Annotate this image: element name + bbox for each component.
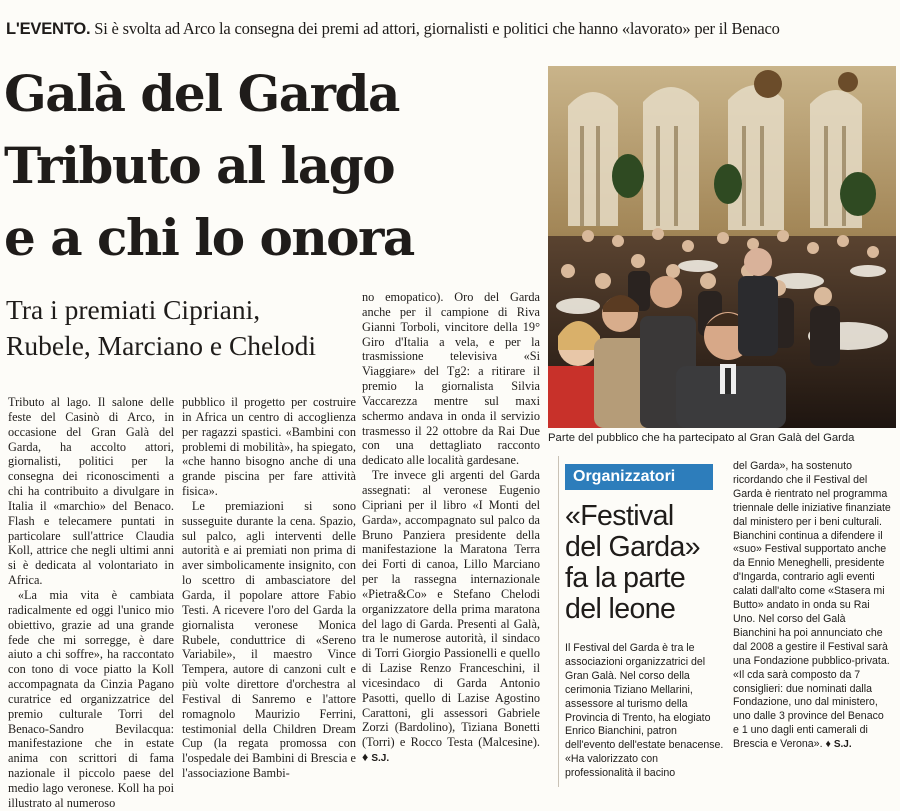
- headline-line: e a chi lo onora: [4, 208, 414, 267]
- article-paragraph-text: Tre invece gli argenti del Garda assegnati: al veronese Eugenio Cipriani per il libro «I Monti del Garda», accompagnato sul palco da Bruno Panziera presidente della manifestazione la Maratona Terra dei Forti di canoa, Lillo Marciano per la rassegna internazionale «Pietra&Co» e Stefano Chelodi organizzatore della prima maratona del lago di Garda. Presenti al Galà, tra le numerose autorità, il sindaco di Torri Giorgio Passionelli e quello di Lazise Renzo Franceschini, il vicesindaco di Garda Antonio Pasotti, quello di Lazise Agostino Carattoni, gli assessori Gabriele Zorzi (Bardolino), Tiziana Bonetti (Torri) e Rocco Testa (Malcesine).: [362, 468, 540, 750]
- article-column-1: [8, 395, 174, 810]
- sidebar-headline-line: «Festival: [565, 500, 674, 532]
- photo-caption: Parte del pubblico che ha partecipato al Gran Galà del Garda: [548, 432, 855, 444]
- subheadline-line: Rubele, Marciano e Chelodi: [6, 330, 317, 361]
- sidebar-paragraph: [733, 460, 891, 752]
- article-paragraph: Le premiazioni si sono susseguite durante la cena. Spazio, sul palco, agli interventi delle autorità e ai premiati non prima di aver simbolicamente insignito, con lo scettro di ambasciatore del Garda, il popolare attore Fabio Testi. A ricevere l'oro del Garda la giornalista veronese Monica Rubele, conduttrice di «Sereno Variabile», il maestro Vince Tempera, autore di canzoni cult e più volte direttore d'orchestra al Festival di Sanremo e l'attore romagnolo Maurizio Ferrini, testimonial della Children Dream Cup (la regata promossa con l'ospedale dei Bambini di Brescia e l'associazione Bambi-: [182, 498, 356, 781]
- sidebar-headline-line: del leone: [565, 593, 676, 625]
- event-photo: [548, 66, 896, 428]
- headline: [4, 58, 539, 274]
- author-signature-icon: ♦: [825, 738, 831, 751]
- sidebar-paragraph: Il Festival del Garda è tra le associazioni organizzatrici del Gran Galà. Nel corso della cerimonia Tiziano Mellarini, assessore al turismo della Provincia di Trento, ha elogiato Enrico Bianchini, patron dell'evento dell'estate benacense. «Ha valorizzato con professionalità il bacino: [565, 642, 724, 780]
- sidebar-paragraph-text: del Garda», ha sostenuto ricordando che il Festival del Garda è rientrato nel programma triennale delle iniziative finanziate dal ministero per i beni culturali. Bianchini continua a difendere il «suo» Festival supportato anche da Ennio Meneghelli, presidente d'Ingarda, contrario agli eventi calati dall'alto come «Stasera mi Butto» andato in onda su Rai Uno. Nel corso del Galà Bianchini ha poi annunciato che dal 2008 a gestire il Festival sarà una Fondazione pubblico-privata. «Il cda sarà composto da 7 consiglieri: due nominati dalla Fondazione, uno dal ministero, uno dalle 3 province del Benaco e 1 uno dagli enti camerali di Brescia e Verona».: [733, 460, 891, 751]
- kicker: [6, 16, 894, 42]
- audience-photo-illustration: [548, 66, 896, 428]
- sidebar-headline-line: fa la parte: [565, 562, 686, 594]
- author-signature: S.J.: [371, 753, 390, 765]
- headline-line: Galà del Garda: [4, 64, 399, 123]
- article-column-2: [182, 395, 356, 787]
- subheadline: [6, 292, 351, 364]
- sidebar-column-1: [565, 642, 725, 787]
- article-paragraph: pubblico il progetto per costruire in Africa un centro di accoglienza per ragazzi spastici. «Bambini con problemi di mobilità», ha spiegato, «che hanno bisogno anche di una grande piscina per fare attività fisica».: [182, 395, 356, 499]
- author-signature-icon: ♦: [362, 750, 369, 765]
- subheadline-line: Tra i premiati Cipriani,: [6, 294, 261, 325]
- kicker-label: L'EVENTO.: [6, 20, 91, 38]
- sidebar-tag: Organizzatori: [565, 464, 713, 490]
- article-paragraph: «La mia vita è cambiata radicalmente ed oggi l'unico mio obiettivo, grazie ad una grande fede che mi sorregge, è dare aiuto a chi soffre», ha raccontato con tono di voce piatto la Koll accompagnata da Cinzia Pagano curatrice ed organizzatrice del premio culturale Torri del Benaco-Sandro Bevilacqua: manifestazione che in estate anima con scrittori di fama nazionale il piccolo paese del medio lago veronese. Koll ha poi illustrato al numeroso: [8, 587, 174, 810]
- article-column-3: [362, 290, 540, 787]
- article-paragraph: Tributo al lago. Il salone delle feste del Casinò di Arco, in occasione del Gran Galà del Garda, ha accolto attori, giornalisti, politici per la consegna dei riconoscimenti a chi ha contribuito a divulgare in Italia il «marchio» del Benaco. Flash e telecamere puntati in particolare sull'attrice Claudia Koll, attrice che negli ultimi anni si è dedicata al volontariato in Africa.: [8, 395, 174, 588]
- kicker-text: Si è svolta ad Arco la consegna dei premi ad attori, giornalisti e politici che hanno «lavorato» per il Benaco: [90, 19, 780, 38]
- article-paragraph: no emopatico). Oro del Garda anche per il campione di Riva Gianni Torboli, vincitore della 19° Giro d'Italia a vela, e per la trasmissione televisiva «Si Viaggiare» del Tg2: a ritirare il premio la giornalista Silvia Vaccarezza mentre sul maxi schermo andava in onda il servizio trasmesso il 22 ottobre da Rai Due con una dettagliato racconto dedicato alle località gardesane.: [362, 290, 540, 468]
- headline-line: Tributo al lago: [4, 136, 395, 195]
- sidebar-column-2: [733, 460, 891, 787]
- sidebar-headline-line: del Garda»: [565, 531, 701, 563]
- sidebar-signature: S.J.: [833, 739, 852, 751]
- sidebar-headline: [565, 501, 723, 625]
- sidebar-box: [558, 456, 893, 787]
- article-paragraph: [362, 468, 540, 767]
